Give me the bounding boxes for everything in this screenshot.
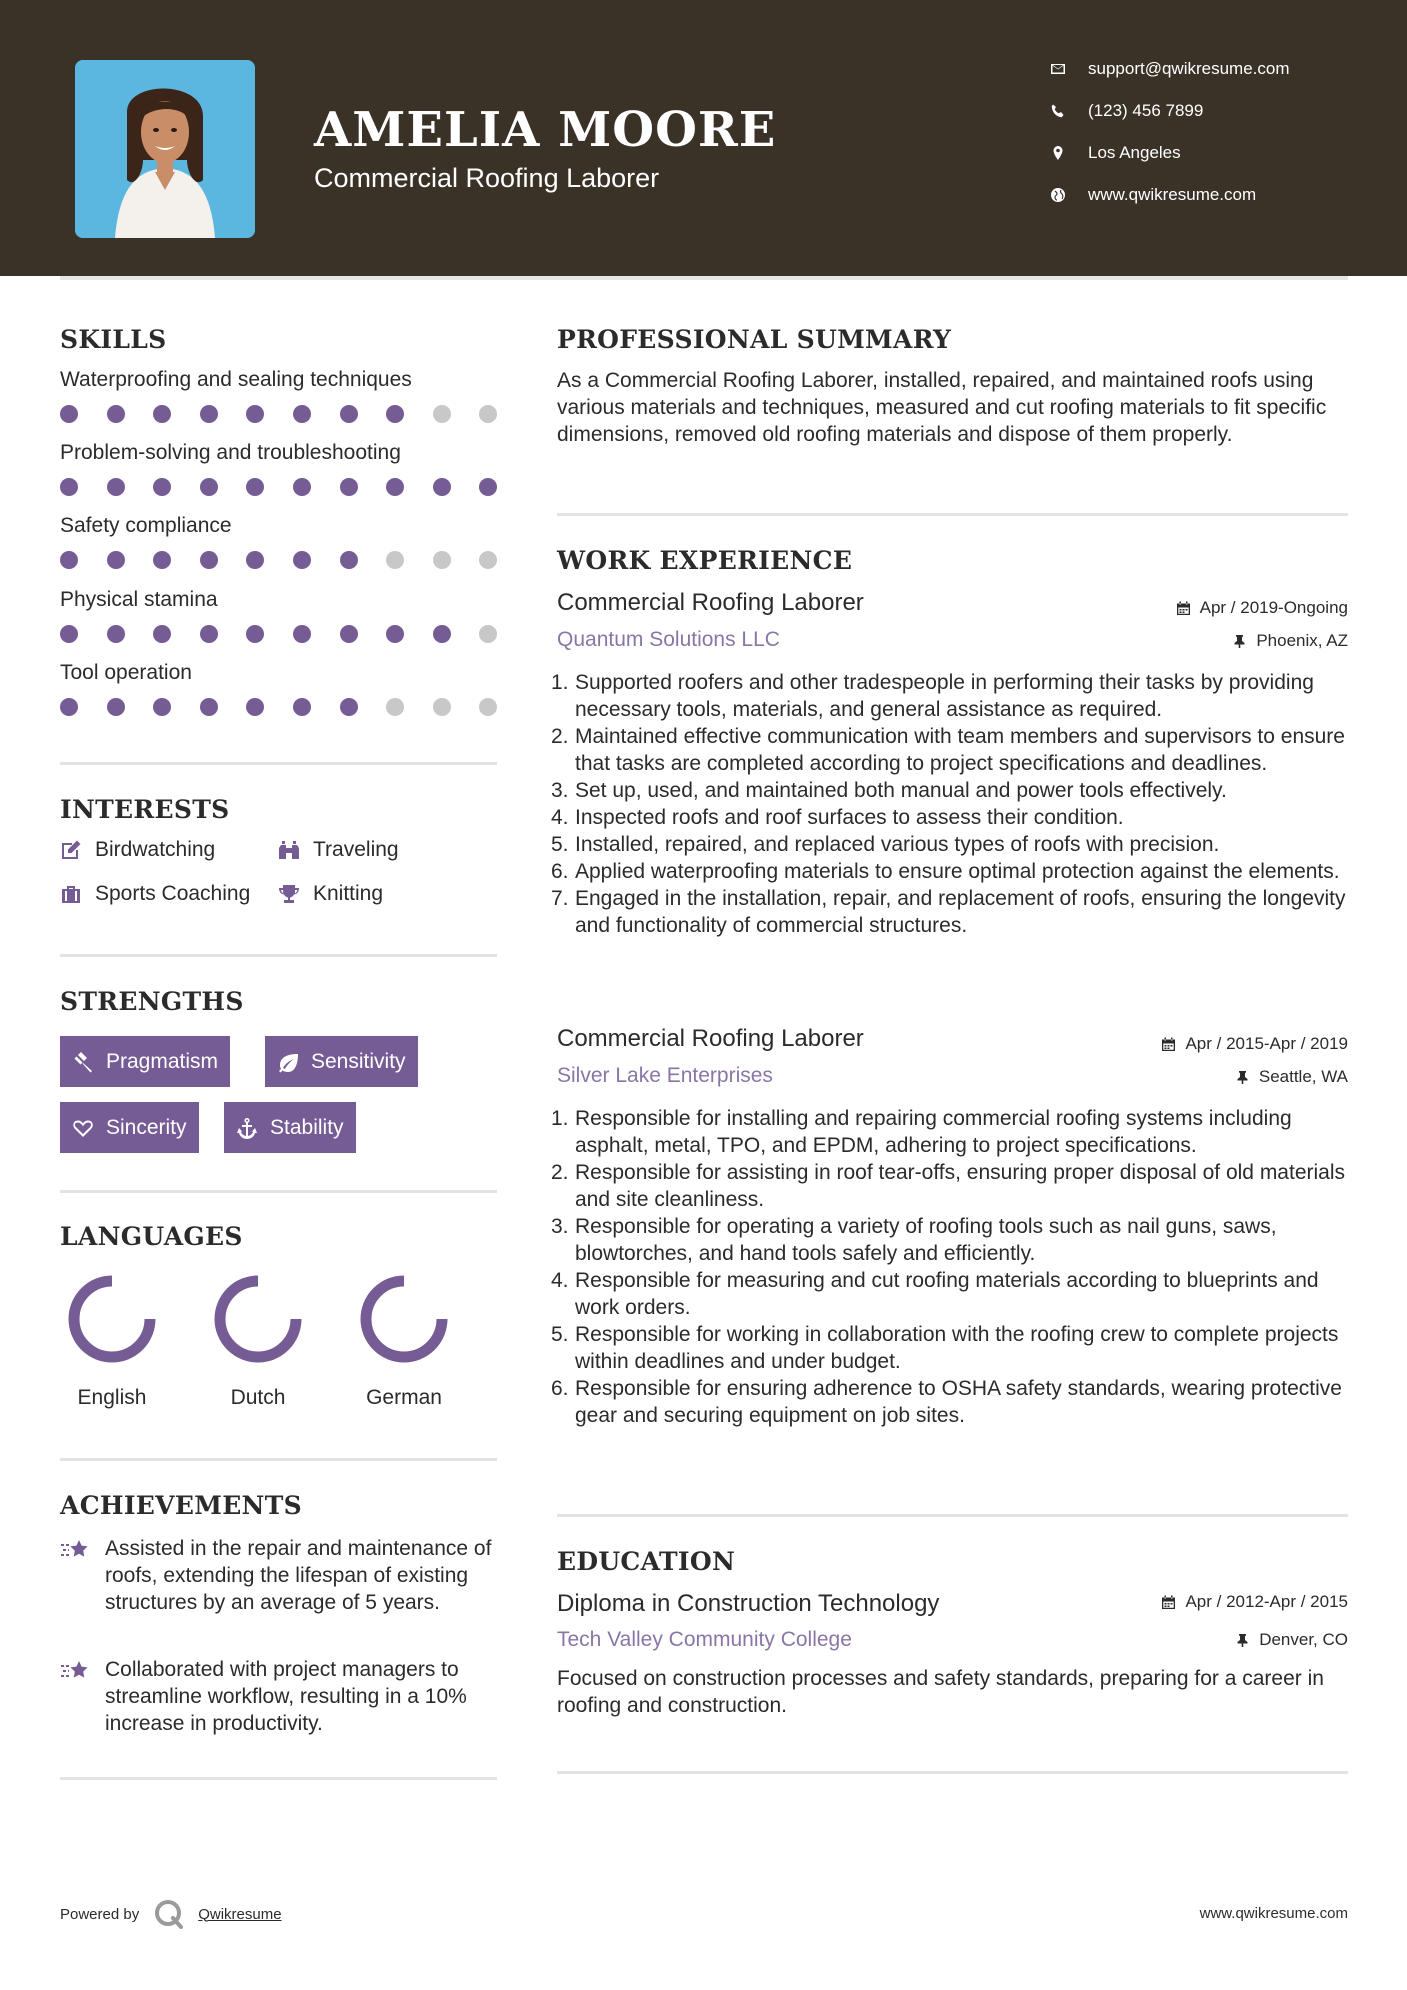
language-label: Dutch xyxy=(230,1386,286,1409)
rating-dot-filled xyxy=(107,478,125,496)
rating-dot-filled xyxy=(433,478,451,496)
language-proficiency-ring xyxy=(66,1273,158,1365)
job-duties-list xyxy=(551,1105,1356,1429)
rating-dot-filled xyxy=(246,625,264,643)
rating-dot-filled xyxy=(200,698,218,716)
language-level-arc xyxy=(366,1281,442,1357)
section-divider xyxy=(557,1514,1348,1517)
rating-dot-filled xyxy=(60,625,78,643)
suitcase-icon xyxy=(60,883,82,905)
achievement-item: Collaborated with project managers to streamline workflow, resulting in a 10% increase in productivity. xyxy=(60,1656,500,1737)
language-label: English xyxy=(77,1386,147,1409)
list-item: 5. Responsible for working in collaboration with the roofing crew to complete projects within deadlines and under budget. xyxy=(551,1323,1339,1373)
rating-dot-filled xyxy=(246,698,264,716)
phone-icon xyxy=(1050,103,1066,119)
rating-dot-filled xyxy=(107,625,125,643)
rating-dot-filled xyxy=(293,405,311,423)
list-item: 4. Responsible for measuring and cut roofing materials according to blueprints and work orders. xyxy=(551,1269,1319,1319)
list-item: 6. Applied waterproofing materials to ensure optimal protection against the elements. xyxy=(551,860,1340,883)
skill-name: Physical stamina xyxy=(60,588,218,611)
binoculars-icon xyxy=(278,839,300,861)
experience-heading: WORK EXPERIENCE xyxy=(557,546,853,575)
interest-item: Birdwatching xyxy=(60,838,215,862)
skill-rating xyxy=(60,478,500,498)
rating-dot-filled xyxy=(293,551,311,569)
rating-dot-empty xyxy=(433,551,451,569)
job-location: Seattle, WA xyxy=(1235,1067,1348,1087)
school-name: Tech Valley Community College xyxy=(557,1628,852,1651)
rating-dot-filled xyxy=(386,625,404,643)
rating-dot-filled xyxy=(386,405,404,423)
trophy-icon xyxy=(278,883,300,905)
job-title: Commercial Roofing Laborer xyxy=(557,1025,864,1052)
language-proficiency-ring xyxy=(212,1273,304,1365)
section-divider xyxy=(60,1777,497,1780)
education-description: Focused on construction processes and safety standards, preparing for a career in roofing and construction. xyxy=(557,1667,1324,1717)
rating-dot-empty xyxy=(386,698,404,716)
envelope-icon xyxy=(1050,61,1066,77)
job-location: Phoenix, AZ xyxy=(1232,631,1348,651)
list-item: 3. Set up, used, and maintained both manual and power tools effectively. xyxy=(551,779,1227,802)
footer-powered-by: Powered by Qwikresume xyxy=(60,1898,282,1930)
rating-dot-filled xyxy=(340,625,358,643)
rating-dot-filled xyxy=(293,625,311,643)
calendar-icon xyxy=(1161,1037,1176,1052)
section-divider xyxy=(557,513,1348,516)
language-proficiency-ring xyxy=(358,1273,450,1365)
heart-icon xyxy=(72,1117,94,1139)
rating-dot-filled xyxy=(340,478,358,496)
section-divider xyxy=(60,762,497,765)
profile-photo xyxy=(75,60,255,238)
rating-dot-filled xyxy=(293,478,311,496)
rating-dot-filled xyxy=(200,405,218,423)
thumbtack-icon xyxy=(1235,1633,1250,1648)
qwikresume-link[interactable]: Qwikresume xyxy=(198,1905,282,1923)
company-name: Quantum Solutions LLC xyxy=(557,628,780,651)
language-level-arc xyxy=(74,1281,150,1357)
rating-dot-filled xyxy=(153,551,171,569)
calendar-icon xyxy=(1176,601,1191,616)
skills-heading: SKILLS xyxy=(60,325,167,354)
thumbtack-icon xyxy=(1232,634,1247,649)
skill-name: Safety compliance xyxy=(60,514,232,537)
section-divider xyxy=(60,1458,497,1461)
rating-dot-empty xyxy=(479,405,497,423)
thumbtack-icon xyxy=(1235,1070,1250,1085)
list-item: 6. Responsible for ensuring adherence to OSHA safety standards, wearing protective gear and securing equipment on job sites. xyxy=(551,1377,1342,1427)
strength-tag: Pragmatism xyxy=(60,1036,230,1087)
rating-dot-filled xyxy=(200,625,218,643)
contact-email: support@qwikresume.com xyxy=(1050,57,1290,81)
rating-dot-filled xyxy=(60,405,78,423)
job-title: Commercial Roofing Laborer xyxy=(557,589,864,616)
job-duties-list xyxy=(551,669,1356,939)
leaf-icon xyxy=(277,1051,299,1073)
rating-dot-filled xyxy=(386,478,404,496)
list-item: 7. Engaged in the installation, repair, and replacement of roofs, ensuring the longevity and functionality of commercial structures. xyxy=(551,887,1346,937)
rating-dot-filled xyxy=(60,551,78,569)
rating-dot-filled xyxy=(107,405,125,423)
section-divider xyxy=(60,954,497,957)
skill-name: Tool operation xyxy=(60,661,192,684)
achievement-item: Assisted in the repair and maintenance of roofs, extending the lifespan of existing structures by an average of 5 years. xyxy=(60,1535,500,1616)
rating-dot-filled xyxy=(153,698,171,716)
language-label: German xyxy=(366,1386,442,1409)
rating-dot-filled xyxy=(479,478,497,496)
rating-dot-filled xyxy=(153,478,171,496)
languages-heading: LANGUAGES xyxy=(60,1222,243,1251)
company-name: Silver Lake Enterprises xyxy=(557,1064,773,1087)
header-divider xyxy=(60,276,1348,280)
contact-phone: (123) 456 7899 xyxy=(1050,99,1203,123)
skill-rating xyxy=(60,625,500,645)
shooting-star-icon xyxy=(60,1537,92,1565)
candidate-name: AMELIA MOORE xyxy=(314,102,777,158)
rating-dot-filled xyxy=(200,551,218,569)
edit-icon xyxy=(60,839,82,861)
skill-name: Waterproofing and sealing techniques xyxy=(60,368,412,391)
skill-rating xyxy=(60,551,500,571)
anchor-icon xyxy=(236,1117,258,1139)
strength-tag: Stability xyxy=(224,1102,356,1153)
rating-dot-filled xyxy=(107,698,125,716)
list-item: 4. Inspected roofs and roof surfaces to assess their condition. xyxy=(551,806,1124,829)
interest-item: Knitting xyxy=(278,882,383,906)
rating-dot-filled xyxy=(340,551,358,569)
gavel-icon xyxy=(72,1051,94,1073)
strength-tag: Sincerity xyxy=(60,1102,199,1153)
list-item: 5. Installed, repaired, and replaced various types of roofs with precision. xyxy=(551,833,1220,856)
calendar-icon xyxy=(1161,1595,1176,1610)
rating-dot-empty xyxy=(386,551,404,569)
degree-title: Diploma in Construction Technology xyxy=(557,1590,940,1617)
rating-dot-filled xyxy=(246,551,264,569)
footer-website[interactable]: www.qwikresume.com xyxy=(1199,1905,1348,1922)
job-dates: Apr / 2019-Ongoing xyxy=(1176,598,1348,618)
resume-header xyxy=(0,0,1407,276)
strengths-heading: STRENGTHS xyxy=(60,987,244,1016)
job-dates: Apr / 2015-Apr / 2019 xyxy=(1161,1034,1348,1054)
rating-dot-filled xyxy=(433,625,451,643)
interests-heading: INTERESTS xyxy=(60,795,230,824)
list-item: 3. Responsible for operating a variety of roofing tools such as nail guns, saws, blowtorches, and hand tools safely and efficiently. xyxy=(551,1215,1277,1265)
skill-rating xyxy=(60,405,500,425)
rating-dot-filled xyxy=(153,625,171,643)
rating-dot-filled xyxy=(60,478,78,496)
rating-dot-filled xyxy=(60,698,78,716)
summary-text: As a Commercial Roofing Laborer, installed, repaired, and maintained roofs using various materials and techniques, measured and cut roofing materials to fit specific dimensions, removed old roofing materials and dispose of them properly. xyxy=(557,369,1327,446)
rating-dot-filled xyxy=(293,698,311,716)
rating-dot-empty xyxy=(479,625,497,643)
rating-dot-filled xyxy=(246,478,264,496)
qwikresume-logo-icon xyxy=(153,1898,185,1930)
rating-dot-filled xyxy=(153,405,171,423)
list-item: 2. Maintained effective communication with team members and supervisors to ensure that tasks are completed according to project specifications and deadlines. xyxy=(551,725,1345,775)
rating-dot-empty xyxy=(479,698,497,716)
education-heading: EDUCATION xyxy=(557,1547,736,1576)
list-item: 2. Responsible for assisting in roof tear-offs, ensuring proper disposal of old materials and site cleanliness. xyxy=(551,1161,1346,1211)
rating-dot-empty xyxy=(433,698,451,716)
rating-dot-filled xyxy=(340,405,358,423)
rating-dot-filled xyxy=(340,698,358,716)
summary-heading: PROFESSIONAL SUMMARY xyxy=(557,325,952,354)
list-item: 1. Responsible for installing and repairing commercial roofing systems including asphalt, metal, TPO, and EPDM, adhering to project specifications. xyxy=(551,1107,1292,1157)
education-location: Denver, CO xyxy=(1235,1630,1348,1650)
candidate-title: Commercial Roofing Laborer xyxy=(314,163,660,193)
section-divider xyxy=(60,1190,497,1193)
interest-item: Sports Coaching xyxy=(60,882,250,906)
shooting-star-icon xyxy=(60,1658,92,1686)
skill-rating xyxy=(60,698,500,718)
rating-dot-empty xyxy=(433,405,451,423)
contact-website: www.qwikresume.com xyxy=(1050,183,1256,207)
strength-tag: Sensitivity xyxy=(265,1036,418,1087)
rating-dot-filled xyxy=(246,405,264,423)
language-level-arc xyxy=(220,1281,296,1357)
rating-dot-empty xyxy=(479,551,497,569)
interest-item: Traveling xyxy=(278,838,399,862)
rating-dot-filled xyxy=(200,478,218,496)
rating-dot-filled xyxy=(107,551,125,569)
list-item: 1. Supported roofers and other tradespeople in performing their tasks by providing necessary tools, materials, and general assistance as required. xyxy=(551,671,1314,721)
achievements-heading: ACHIEVEMENTS xyxy=(60,1491,302,1520)
globe-icon xyxy=(1050,187,1066,203)
location-pin-icon xyxy=(1050,145,1066,161)
contact-location: Los Angeles xyxy=(1050,141,1181,165)
education-dates: Apr / 2012-Apr / 2015 xyxy=(1161,1592,1348,1612)
section-divider xyxy=(557,1771,1348,1774)
skill-name: Problem-solving and troubleshooting xyxy=(60,441,401,464)
